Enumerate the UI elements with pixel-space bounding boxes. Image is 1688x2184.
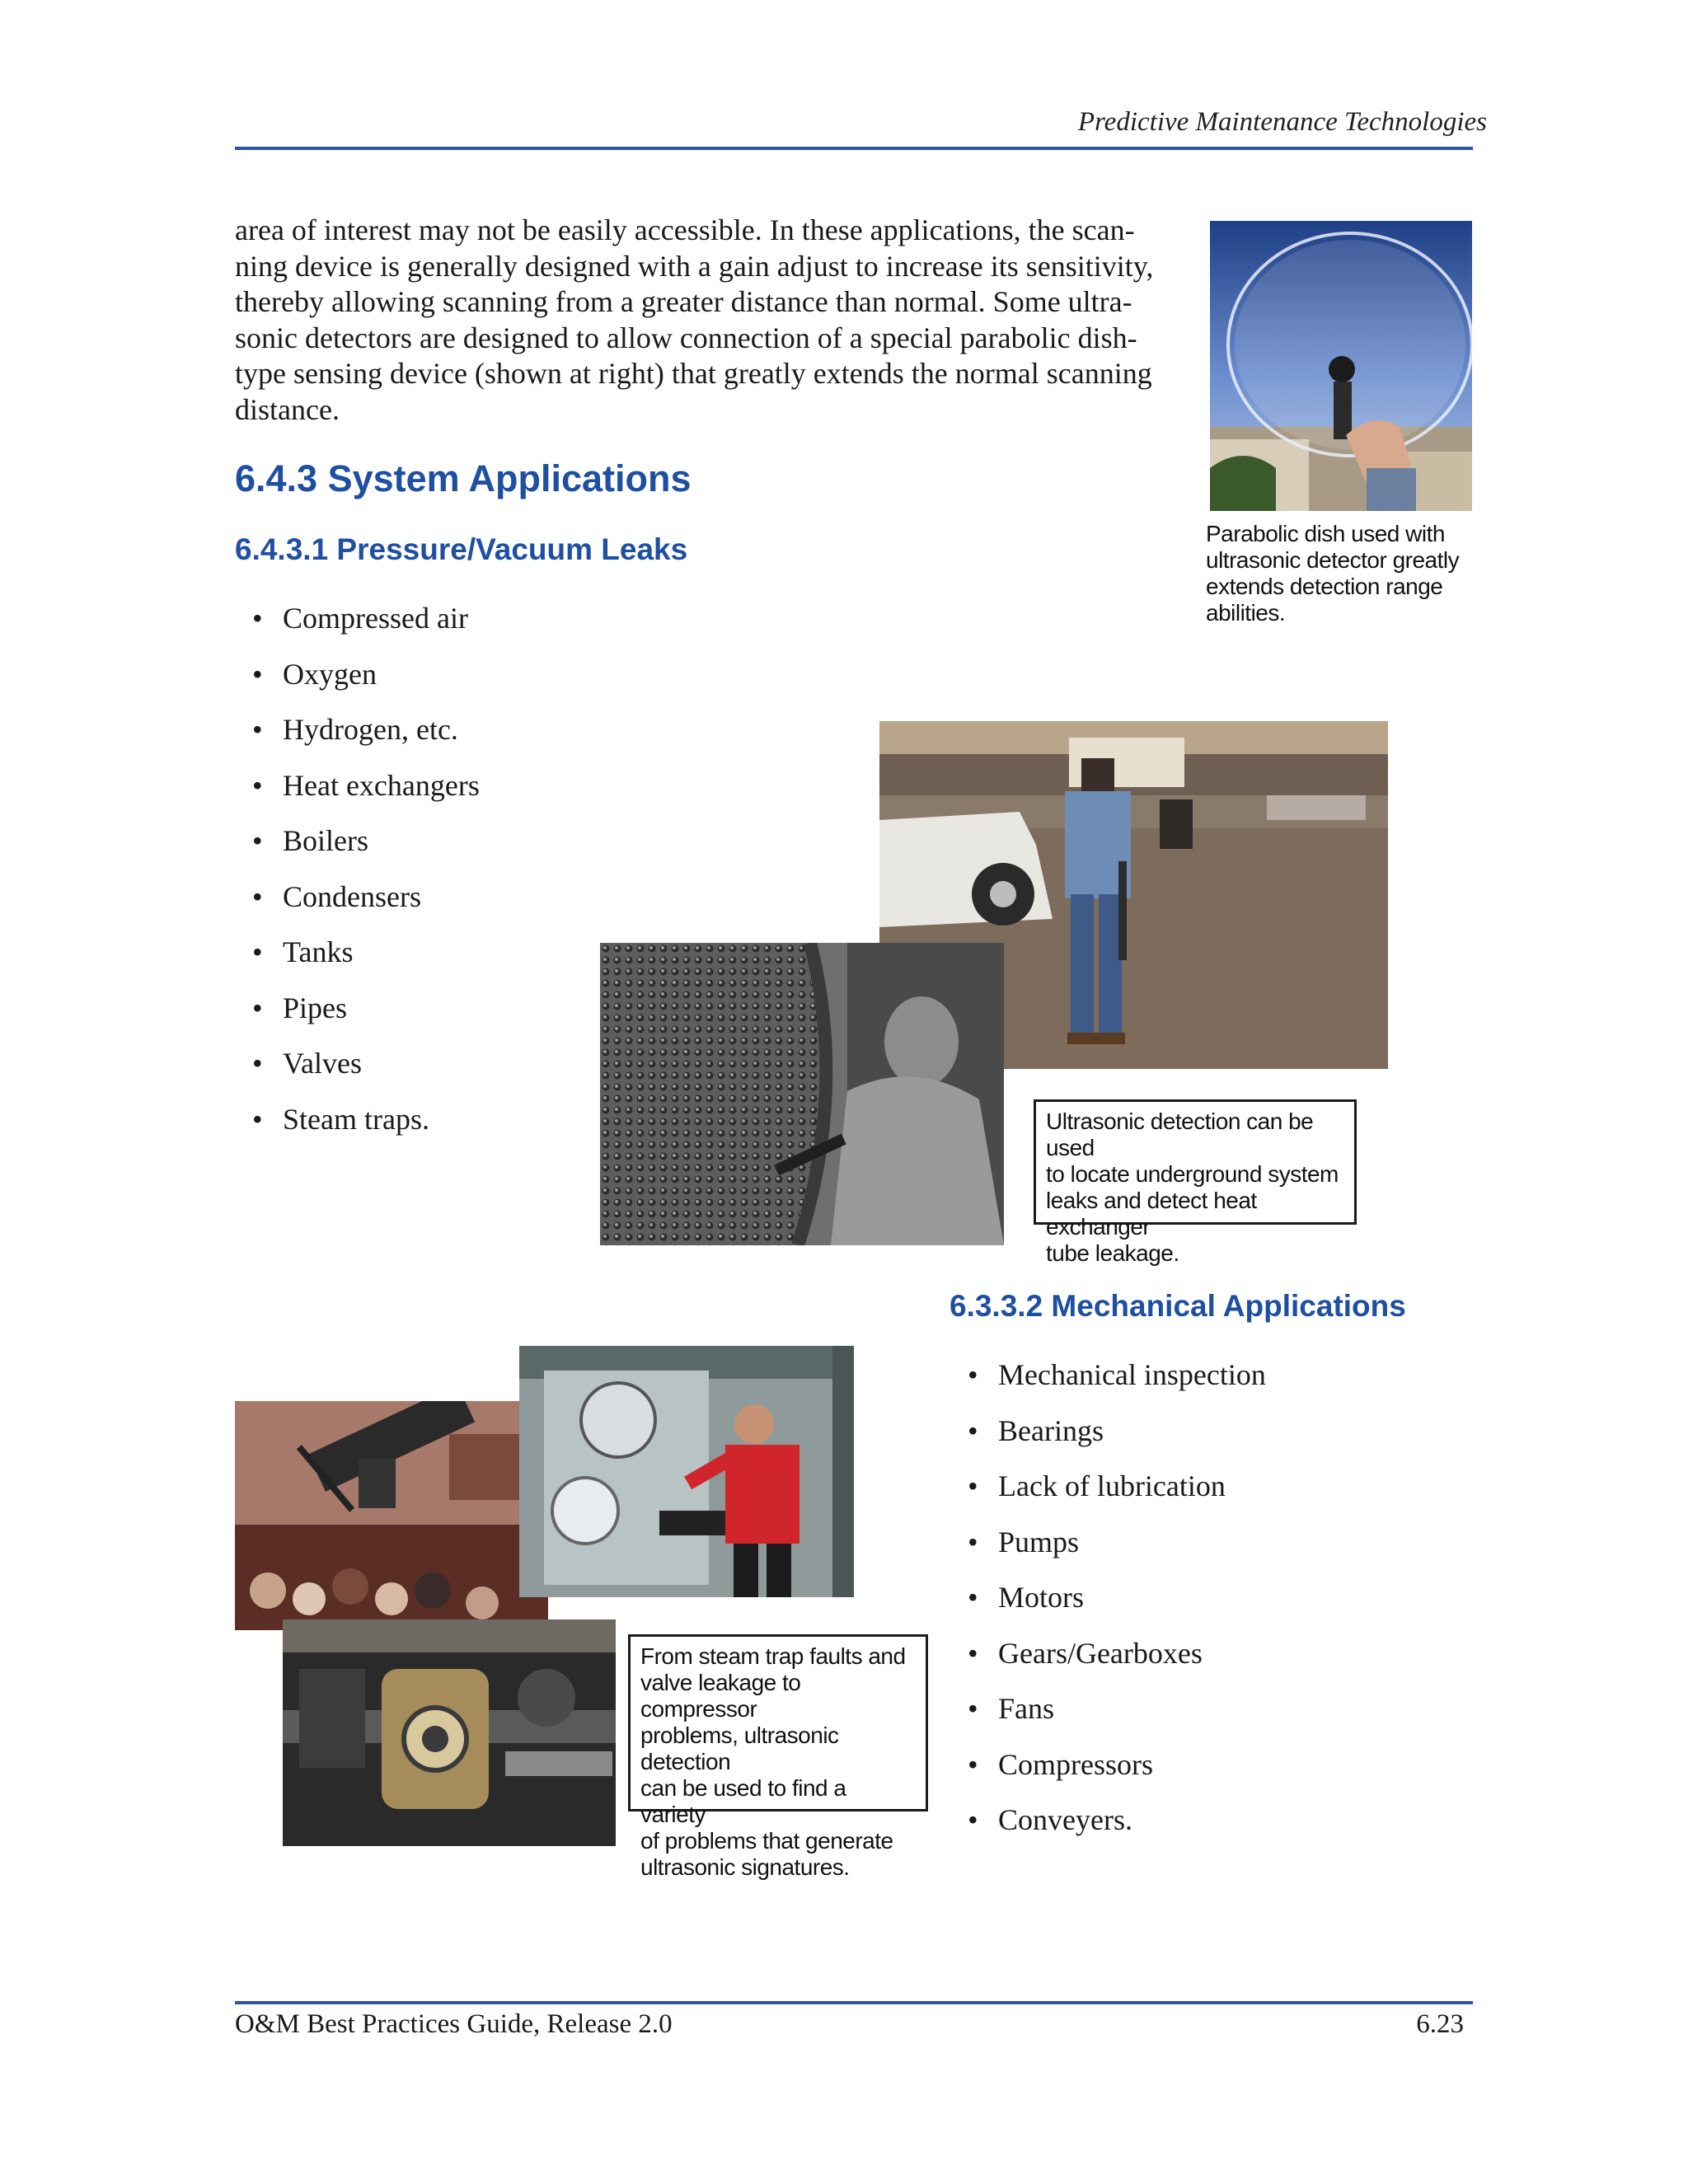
list-item: • Pipes [236, 991, 598, 1047]
list-item: • Steam traps. [236, 1103, 598, 1159]
list-item: • Compressors [951, 1748, 1462, 1804]
leaks-caption-box [1034, 1099, 1357, 1266]
caption-line: tube leakage. [1046, 1240, 1179, 1266]
caption-line: ultrasonic detector greatly [1206, 547, 1460, 573]
list-item: • Gears/Gearboxes [951, 1637, 1462, 1693]
footer-guide-title: O&M Best Practices Guide, Release 2.0 [235, 2009, 673, 2039]
running-header: Predictive Maintenance Technologies [1077, 107, 1487, 137]
caption-line: ultrasonic signatures. [640, 1854, 850, 1880]
subsection-heading-mechanical: 6.3.3.2 Mechanical Applications [950, 1289, 1406, 1323]
caption-line: of problems that generate [640, 1828, 893, 1854]
section-heading: 6.4.3 System Applications [235, 457, 692, 499]
list-item: • Conveyers. [951, 1803, 1462, 1859]
list-item: • Motors [951, 1581, 1462, 1637]
paragraph-line: thereby allowing scanning from a greater distance than normal. Some ultra- [235, 285, 1132, 318]
steam-caption-box [628, 1634, 928, 1880]
list-item: • Compressed air [236, 602, 598, 658]
header-rule [235, 147, 1473, 150]
caption-line: valve leakage to compressor [640, 1670, 801, 1722]
caption-line: problems, ultrasonic detection [640, 1722, 839, 1774]
paragraph-line: distance. [235, 392, 340, 426]
page-number: 6.23 [1416, 2009, 1464, 2039]
list-item: • Pumps [951, 1526, 1462, 1582]
intro-paragraph [235, 213, 1166, 428]
list-item: • Lack of lubrication [951, 1469, 1462, 1526]
leaks-bullet-list [236, 602, 598, 1158]
list-item: • Oxygen [236, 658, 598, 714]
list-item: • Tanks [236, 935, 598, 991]
caption-line: abilities. [1206, 600, 1286, 626]
dish-caption [1206, 521, 1486, 626]
caption-line: to locate underground system [1046, 1161, 1339, 1187]
caption-line: Ultrasonic detection can be used [1046, 1108, 1314, 1160]
paragraph-line: sonic detectors are designed to allow connection of a special parabolic dish- [235, 321, 1137, 354]
paragraph-line: ning device is generally designed with a gain adjust to increase its sensitivity, [235, 249, 1154, 283]
caption-line: Parabolic dish used with [1206, 521, 1445, 546]
paragraph-line: type sensing device (shown at right) that greatly extends the normal scanning [235, 357, 1152, 390]
ultrasonic-gun-photo [235, 1401, 548, 1630]
parabolic-dish-photo [1210, 221, 1472, 511]
caption-line: can be used to find a variety [640, 1775, 846, 1827]
compressor-inspection-photo [519, 1346, 854, 1597]
list-item: • Heat exchangers [236, 769, 598, 825]
subsection-heading-leaks: 6.4.3.1 Pressure/Vacuum Leaks [235, 532, 688, 566]
list-item: • Mechanical inspection [951, 1358, 1462, 1414]
list-item: • Valves [236, 1047, 598, 1103]
list-item: • Bearings [951, 1414, 1462, 1470]
heat-exchanger-photo [600, 943, 1004, 1245]
caption-line: From steam trap faults and [640, 1643, 906, 1669]
paragraph-line: area of interest may not be easily accessible. In these applications, the scan- [235, 213, 1135, 246]
steam-trap-photo [283, 1619, 616, 1846]
list-item: • Fans [951, 1692, 1462, 1748]
footer-rule [235, 2001, 1473, 2004]
list-item: • Boilers [236, 824, 598, 880]
mechanical-bullet-list [951, 1358, 1462, 1859]
list-item: • Hydrogen, etc. [236, 713, 598, 769]
list-item: • Condensers [236, 880, 598, 936]
caption-line: extends detection range [1206, 574, 1443, 599]
caption-line: leaks and detect heat exchanger [1046, 1188, 1257, 1240]
